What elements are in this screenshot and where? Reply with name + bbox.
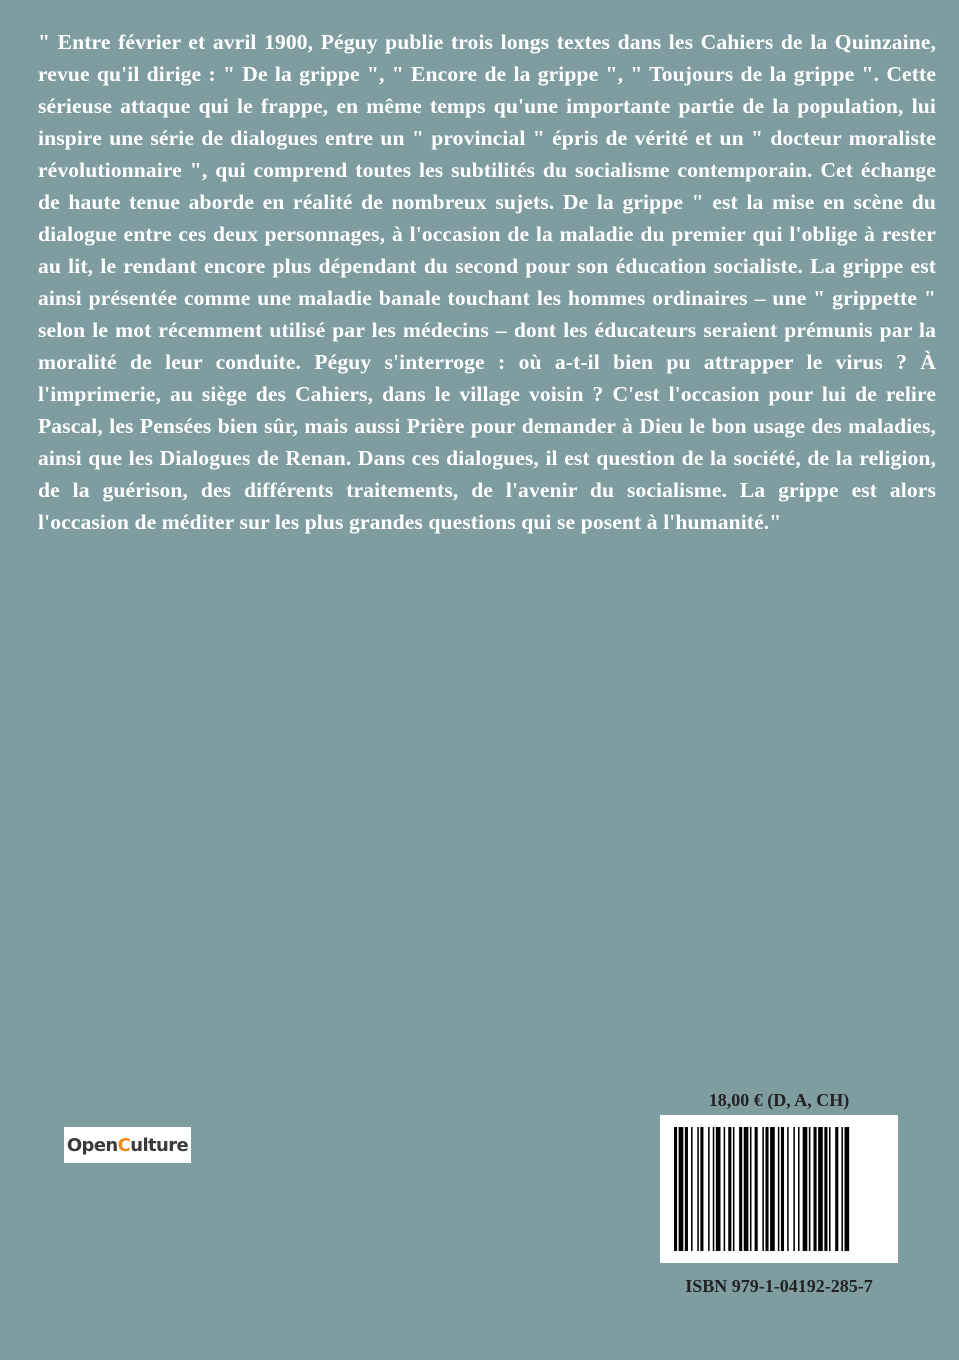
- barcode-bar: [798, 1127, 800, 1251]
- barcode-bar: [778, 1127, 780, 1251]
- barcode-bar: [739, 1127, 742, 1251]
- barcode-bar: [713, 1127, 715, 1251]
- logo-text-open: Open: [66, 1134, 118, 1156]
- barcode-bar: [824, 1127, 827, 1251]
- barcode-bar: [765, 1127, 768, 1251]
- barcode-bar: [697, 1127, 699, 1251]
- barcode-bar: [674, 1127, 677, 1251]
- barcode-bar: [835, 1127, 838, 1251]
- barcode: [660, 1115, 898, 1263]
- logo-text-accent: C: [117, 1134, 131, 1156]
- barcode-bar: [691, 1127, 693, 1251]
- barcode-bar: [818, 1127, 823, 1251]
- barcode-icon: [672, 1127, 886, 1251]
- barcode-bar: [762, 1127, 764, 1251]
- barcode-bar: [787, 1127, 789, 1251]
- barcode-bar: [829, 1127, 831, 1251]
- barcode-bar: [809, 1127, 811, 1251]
- barcode-bar: [708, 1127, 710, 1251]
- barcode-bar: [679, 1127, 684, 1251]
- barcode-bar: [724, 1127, 726, 1251]
- barcode-bar: [750, 1127, 752, 1251]
- barcode-bar: [803, 1127, 808, 1251]
- barcode-bar: [814, 1127, 817, 1251]
- barcode-bar: [716, 1127, 721, 1251]
- price-label: 18,00 € (D, A, CH): [708, 1090, 850, 1110]
- barcode-bar: [755, 1127, 758, 1251]
- publisher-logo: [64, 1127, 191, 1163]
- barcode-bar: [841, 1127, 843, 1251]
- barcode-bar: [700, 1127, 703, 1251]
- barcode-bar: [685, 1127, 688, 1251]
- isbn-label: ISBN 979-1-04192-285-7: [685, 1276, 873, 1296]
- barcode-bar: [781, 1127, 784, 1251]
- back-cover-blurb: " Entre février et avril 1900, Péguy publie trois longs textes dans les Cahiers de la Quinzaine, revue qu'il dirige : " De la grippe ", " Encore de la grippe ", " Toujours de la grippe ". Cette sérieuse attaque qui le frappe, en même temps qu'une importante partie de la population, lui inspire une série de dialogues entre un " provincial " épris de vérité et un " docteur moraliste révolutionnaire ", qui comprend toutes les subtilités du socialisme contemporain. Cet échange de haute tenue aborde en réalité de nombreux sujets. De la grippe " est la mise en scène du dialogue entre ces deux personnages, à l'occasion de la maladie du premier qui l'oblige à rester au lit, le rendant encore plus dépendant du second pour son éducation socialiste. La grippe est ainsi présentée comme une maladie banale touchant les hommes ordinaires – une " grippette " selon le mot récemment utilisé par les médecins – dont les éducateurs seraient prémunis par la moralité de leur conduite. Péguy s'interroge : où a-t-il bien pu attrapper le virus ? À l'imprimerie, au siège des Cahiers, dans le village voisin ? C'est l'occasion pour lui de relire Pascal, les Pensées bien sûr, mais aussi Prière pour demander à Dieu le bon usage des maladies, ainsi que les Dialogues de Renan. Dans ces dialogues, il est question de la société, de la religion, de la guérison, des différents traitements, de l'avenir du socialisme. La grippe est alors l'occasion de méditer sur les plus grandes questions qui se posent à l'humanité.": [38, 30, 936, 534]
- barcode-bar: [793, 1127, 795, 1251]
- barcode-bar: [845, 1127, 850, 1251]
- barcode-bar: [733, 1127, 735, 1251]
- barcode-bar: [744, 1127, 749, 1251]
- barcode-bar: [770, 1127, 775, 1251]
- barcode-bar: [728, 1127, 731, 1251]
- logo-text-rest: ulture: [130, 1134, 189, 1156]
